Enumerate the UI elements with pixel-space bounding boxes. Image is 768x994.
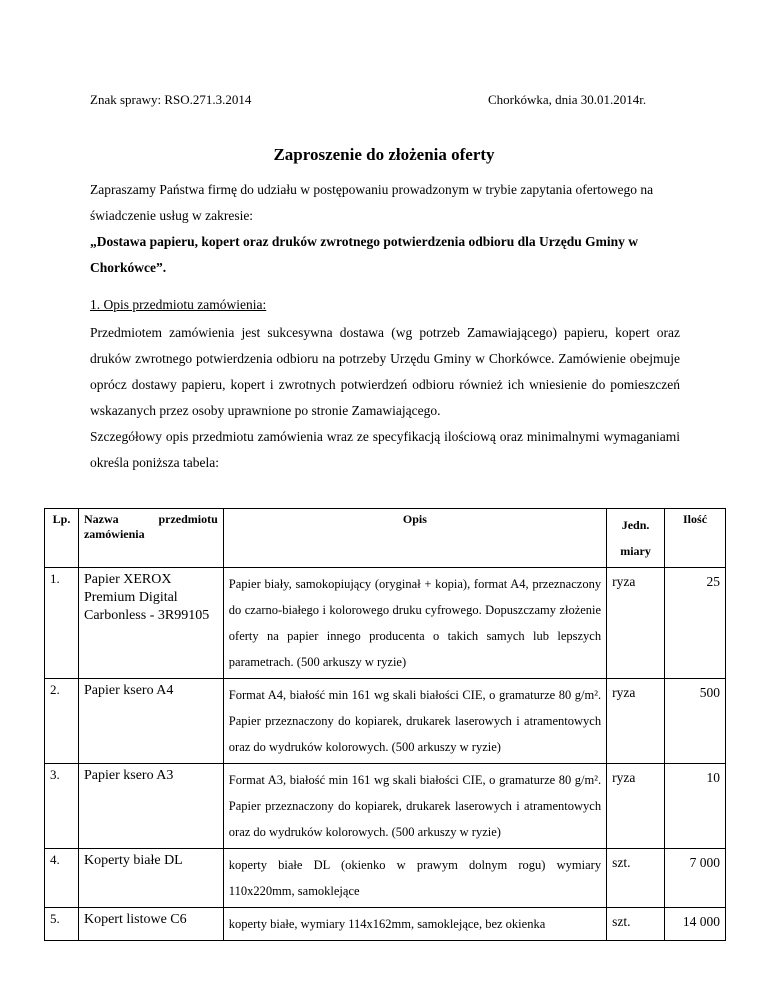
cell-jedn: ryza — [607, 764, 665, 849]
cell-opis: koperty białe DL (okienko w prawym dolnym rogu) wymiary 110x220mm, samoklejące — [223, 849, 606, 908]
cell-jedn: ryza — [607, 568, 665, 679]
document-title: Zaproszenie do złożenia oferty — [273, 145, 495, 164]
header-jedn — [607, 509, 665, 568]
header-lp: Lp. — [45, 509, 79, 568]
cell-opis: Papier biały, samokopiujący (oryginał + kopia), format A4, przeznaczony do czarno-białego i kolorowego druku cyfrowego. Dopuszczamy złożenie oferty na papier innego producenta o takich samych lub lepszych parametrach. (500 arkuszy w ryzie) — [223, 568, 606, 679]
table-row — [45, 908, 726, 941]
header-jedn-line2: miary — [620, 544, 651, 558]
cell-lp: 3. — [45, 764, 79, 849]
cell-lp: 5. — [45, 908, 79, 941]
intro-text: Zapraszamy Państwa firmę do udziału w postępowaniu prowadzonym w trybie zapytania ofertowego na świadczenie usług w zakresie: — [90, 182, 654, 223]
table-row — [45, 679, 726, 764]
cell-opis: koperty białe, wymiary 114x162mm, samoklejące, bez okienka — [223, 908, 606, 941]
cell-nazwa: Papier ksero A3 — [78, 764, 223, 849]
cell-nazwa: Kopert listowe C6 — [78, 908, 223, 941]
cell-lp: 4. — [45, 849, 79, 908]
intro-paragraph — [90, 177, 680, 281]
order-subject: „Dostawa papieru, kopert oraz druków zwrotnego potwierdzenia odbioru dla Urzędu Gminy w Chorkówce”. — [90, 234, 638, 275]
table-row — [45, 764, 726, 849]
table-header-row — [45, 509, 726, 568]
cell-nazwa: Papier XEROX Premium Digital Carbonless - 3R99105 — [78, 568, 223, 679]
cell-ilosc: 14 000 — [665, 908, 726, 941]
section-heading: 1. Opis przedmiotu zamówienia: — [90, 297, 267, 312]
header-nazwa: Nazwa przedmiotu zamówienia — [78, 509, 223, 568]
cell-opis: Format A3, białość min 161 wg skali białości CIE, o gramaturze 80 g/m². Papier przeznaczony do kopiarek, drukarek laserowych i atramentowych oraz do wydruków kolorowych. (500 arkuszy w ryzie) — [223, 764, 606, 849]
cell-jedn: szt. — [607, 908, 665, 941]
specification-table — [44, 508, 726, 941]
cell-ilosc: 10 — [665, 764, 726, 849]
place-date: Chorkówka, dnia 30.01.2014r. — [488, 92, 647, 107]
cell-lp: 2. — [45, 679, 79, 764]
cell-nazwa: Koperty białe DL — [78, 849, 223, 908]
cell-ilosc: 7 000 — [665, 849, 726, 908]
header-opis: Opis — [223, 509, 606, 568]
cell-opis: Format A4, białość min 161 wg skali białości CIE, o gramaturze 80 g/m². Papier przeznaczony do kopiarek, drukarek laserowych i atramentowych oraz do wydruków kolorowych. (500 arkuszy w ryzie) — [223, 679, 606, 764]
description-paragraph: Przedmiotem zamówienia jest sukcesywna dostawa (wg potrzeb Zamawiającego) papieru, kopert oraz druków zwrotnego potwierdzenia odbioru na potrzeby Urzędu Gminy w Chorkówce. Zamówienie obejmuje oprócz dostawy papieru, kopert i zwrotnych potwierdzeń odbioru również ich wniesienie do pomieszczeń wskazanych przez osoby uprawnione po stronie Zamawiającego. — [90, 325, 680, 418]
cell-jedn: szt. — [607, 849, 665, 908]
cell-ilosc: 25 — [665, 568, 726, 679]
cell-jedn: ryza — [607, 679, 665, 764]
case-number: Znak sprawy: RSO.271.3.2014 — [90, 92, 252, 107]
table-row — [45, 849, 726, 908]
table-row — [45, 568, 726, 679]
cell-lp: 1. — [45, 568, 79, 679]
header-jedn-line1: Jedn. — [621, 518, 650, 532]
header-ilosc: Ilość — [665, 509, 726, 568]
table-intro-paragraph: Szczegółowy opis przedmiotu zamówienia wraz ze specyfikacją ilościową oraz minimalnymi wymaganiami określa poniższa tabela: — [90, 429, 680, 470]
cell-ilosc: 500 — [665, 679, 726, 764]
cell-nazwa: Papier ksero A4 — [78, 679, 223, 764]
section-description — [90, 320, 680, 476]
